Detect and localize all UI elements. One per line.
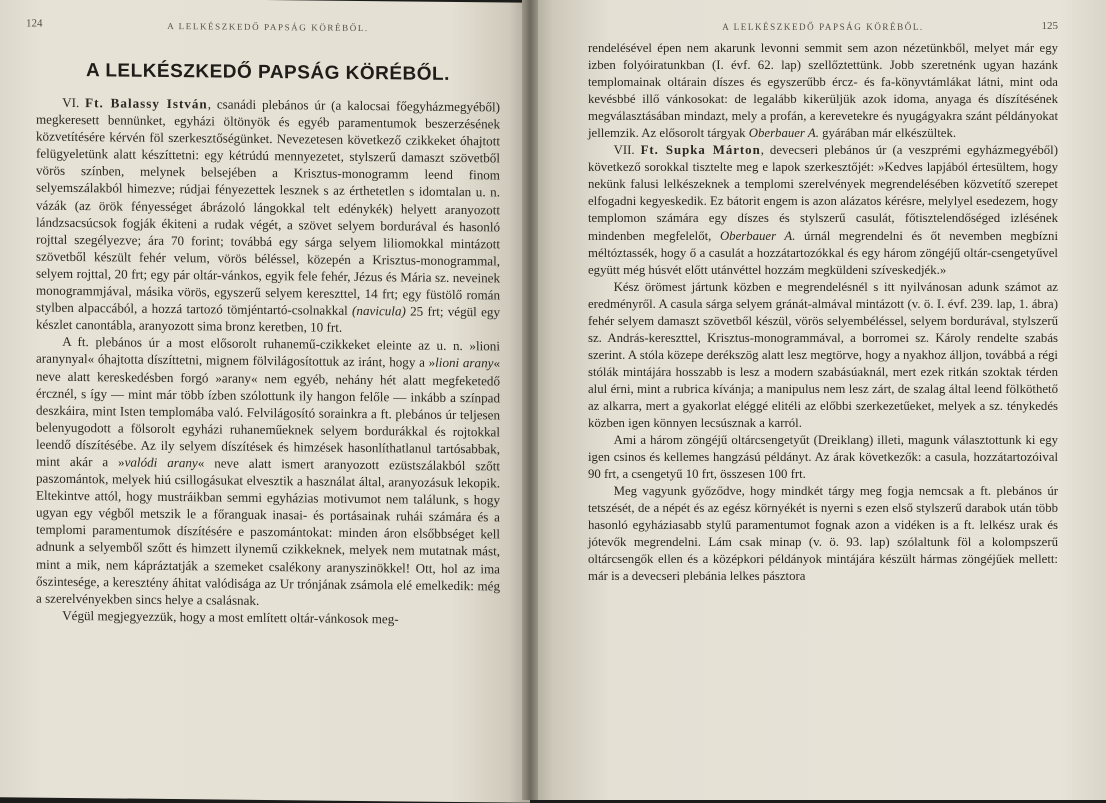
italic-term: lioni arany (435, 355, 494, 371)
left-page-number: 124 (26, 17, 43, 30)
section-number: VII. (613, 143, 641, 158)
person-name: Ft. Supka Márton (640, 143, 761, 158)
book-gutter (522, 0, 538, 800)
paragraph (588, 40, 1058, 142)
paragraph-vi (36, 94, 500, 338)
left-running-title: A LELKÉSZKEDŐ PAPSÁG KÖRÉBŐL. (167, 20, 369, 34)
paragraph-text: Végül megjegyezzük, hogy a most említett oltár-vánkosok meg- (62, 607, 399, 627)
left-body-text (36, 94, 500, 629)
italic-term: Oberbauer A. (748, 126, 819, 141)
paragraph-text: úrnál megrendelni és őt nevemben megbízni méltóztassék, hogy ő a casulát a hozzátartozókkal és egy három zöngéjű oltár-csengetyűvel együtt még húsvét előtt utánvéttel hozzám megküldeni szíveskedjék.» (588, 228, 1058, 277)
paragraph-text: , csanádi plebános úr (a kalocsai főegyházmegyéből) megkeresett bennünket, egyházi öltönyök és egyéb paramentumok beszerzésének közvetítésére kérvén föl szerkesztőségünket. Nevezetesen következő czikkeket óhajtott felügyeletünk alatt készíttetni: egy kétrúdú mennyezetet, stylszerű damaszt szövetből vörös színben, melynek belsejében a Krisztus-monogramm leend finom selyemszálakból himezve; rúdjai fényezettek lesznek s az érthetetlen s idomtalan u. n. vázák (az örök fényességet ábrázoló lángokkal telt edénykék) helyett aranyozott lándzsacsúcsok fogják ékiteni a rudak végét, a szövet selyem bordurával és hasonló rojttal szegélyezve; ára 70 forint; továbbá egy sárga selyem liliomokkal mintázott szövetből készült fehér velum, vörös béléssel, közepén a Krisztus-monogrammal, selyem rojttal, 20 frt; egy pár oltár-vánkos, egyik fele fehér, Jézus és Mária sz. neveinek monogrammjával, másika vörös, egyszerű selyem kereszttel, 14 frt; egy füstölő román stylben alpaccából, a hozzá tartozó tömjéntartó-csolnakkal (36, 96, 500, 319)
paragraph-text: « neve alatt kereskedésben forgó »arany« nem egyéb, nehány hét alatt megfeketedő ércznél, s így — mint már több ízben szólottunk ily hangon felőle — inkább a színpad deszkáira, mint Isten templomába való. Felvilágosító sorainkra a ft. plebános úr teljesen belenyugodott a fölsorolt egyházi ruhaneműeknek selyem bordurákkal és rojtokkal leendő díszítésébe. Az ily selyem díszítések és himzések hasonlíthatlanul tartósabbak, mint akár a » (36, 355, 500, 470)
paragraph-vii (588, 142, 1058, 278)
italic-term: valódi arany (124, 454, 198, 471)
left-page (0, 0, 530, 803)
paragraph: Meg vagyunk győződve, hogy mindkét tárgy meg fogja nemcsak a ft. plebános úr tetszését, de a népét és az egész környékét is nyerni s ezen első stylszerű darabok után több hasonló egyháziasabb stylű paramentumot fognak azon a vidéken is a ft. lelkész urak és jótevők megrendelni. Lám csak minap (v. ö. 93. lap) szólaltunk föl a kolompszerű oltárcsengők ellen és a középkori példányok mintájára készült hármas zöngéjűek mellett: már is a devecseri plebánia lelkes pásztora (588, 484, 1058, 584)
chapter-title: A LELKÉSZKEDŐ PAPSÁG KÖRÉBŐL. (86, 60, 450, 85)
right-page-number: 125 (1041, 20, 1058, 32)
paragraph-text: 25 frt; végül egy készlet canontábla, aranyozott sima bronz keretben, 10 frt. (36, 303, 500, 336)
paragraph: Kész örömest jártunk közben e megrendelésnél s itt nyilvánosan adunk számot az eredményről. A casula sárga selyem gránát-almával mintázott (v. ö. I. évf. 239. lap, 1. ábra) fehér selyem damaszt szövetből készül, vörös selyembéléssel, selyem bordurával, stylszerű sz. András-kereszttel, Krisztus-monogrammával, a borromei sz. Károly rendelte szabás szerint. A stóla közepe derékszög alatt lesz megtörve, hogy a nyakhoz álljon, továbbá a régi stólák mintájára hosszabb is lesz a modern szabásúaknál, mert ezek ritkán szoktak térden alul érni, mint a rubrica kívánja; a manipulus nem lesz zárt, de szalag által leend fölköthető az alkarra, mert a gyakorlat eléggé elitéli az előbbi szerkezetűeket, melyek a sz. ténykedés közben igen könnyen lecsúsznak a karról. (588, 279, 1058, 431)
italic-term: (navicula) (352, 303, 406, 319)
right-running-title: A LELKÉSZKEDŐ PAPSÁG KÖRÉBŐL. (722, 22, 924, 32)
left-running-head (26, 17, 500, 43)
italic-term: Oberbauer A. (719, 228, 796, 243)
right-body-text (588, 40, 1058, 586)
paragraph-text: gyárában már elkészültek. (818, 126, 957, 141)
paragraph-text: « neve alatt ismert aranyozott ezüstszálakból szőtt paszomántok, melyek hiú csillogásukat elvesztik a használat által, aranyozásuk lekopik. Eltekintve attól, hogy mustráikban semmi egyházias motivumot nem találunk, s hogy ugyan egy végből metszik le a főranguak inasai- és portásainak ruhái számára és a templomi paramentumok díszítésére e paszomántokat: minden áron elsőbbséget kell adnunk a selyemből szőtt és himzett ilynemű czikkeknek, melyek nem mutatnak mást, mint a mik, nem kápráztatják a szemeket csalékony aranyszinökkel! Ott, hol az ima őszintesége, a keresztény áhitat valódisága az Ur trónjának zsámola elé emelkedik: még a szerelvényekben sincs helye a csalásnak. (36, 455, 500, 608)
paragraph-text: rendelésével épen nem akarunk levonni semmit sem azon nézetünkből, melyet már egy izben folyóiratunkban (I. évf. 62. lap) szellőztettünk. Jobb szeretnénk ugyan hazánk templomainak oltárain díszes és egyszerűbb ércz- és fa-könyvtámlákat látni, mint oda kevésbbé illő vánkosokat: de legalább kikerüljük azok idoma, anyaga és díszítésének megválasztásában mindazt, mely a profán, a kerevetekre és nyugágyakra szánt példányokat jellemzik. Az elősorolt tárgyak (588, 41, 1058, 141)
section-number: VI. (62, 94, 86, 111)
person-name: Ft. Balassy István (85, 95, 208, 112)
paragraph (36, 606, 500, 628)
paragraph-text: , devecseri plebános úr (a veszprémi egyházmegyéből) következő sorokkal tisztelte meg e lapok szerkesztőjét: »Kedves lapjából értesültem, hogy nekünk falusi lelkészeknek a templomi szerelvények megrendelésében közvetítő szerepet elfogadni kegyeskedik. Ez bátorit engem is azon alázatos kérésre, melylyel esedezem, hogy templomon számára egy díszes és stylszerű casulát, főtisztelendőséged izlésének mindenben megfelelőt, (588, 143, 1058, 243)
paragraph: Ami a három zöngéjű oltárcsengetyűt (Dreiklang) illeti, magunk választottunk ki egy igen csinos és kellemes hangzású példányt. Az árak következők: a casula, hozzátartozóival 90 frt, a csengetyű 10 frt, összesen 100 frt. (588, 433, 1058, 482)
right-page (530, 0, 1106, 800)
right-running-head (588, 20, 1058, 40)
paragraph-text: A ft. plebános úr a most elősorolt ruhanemű-czikkeket eleinte az u. n. »lioni aranynyal« óhajtotta díszíttetni, mignem fölvilágosítottuk az iránt, hogy a » (36, 334, 500, 371)
paragraph (36, 333, 500, 611)
